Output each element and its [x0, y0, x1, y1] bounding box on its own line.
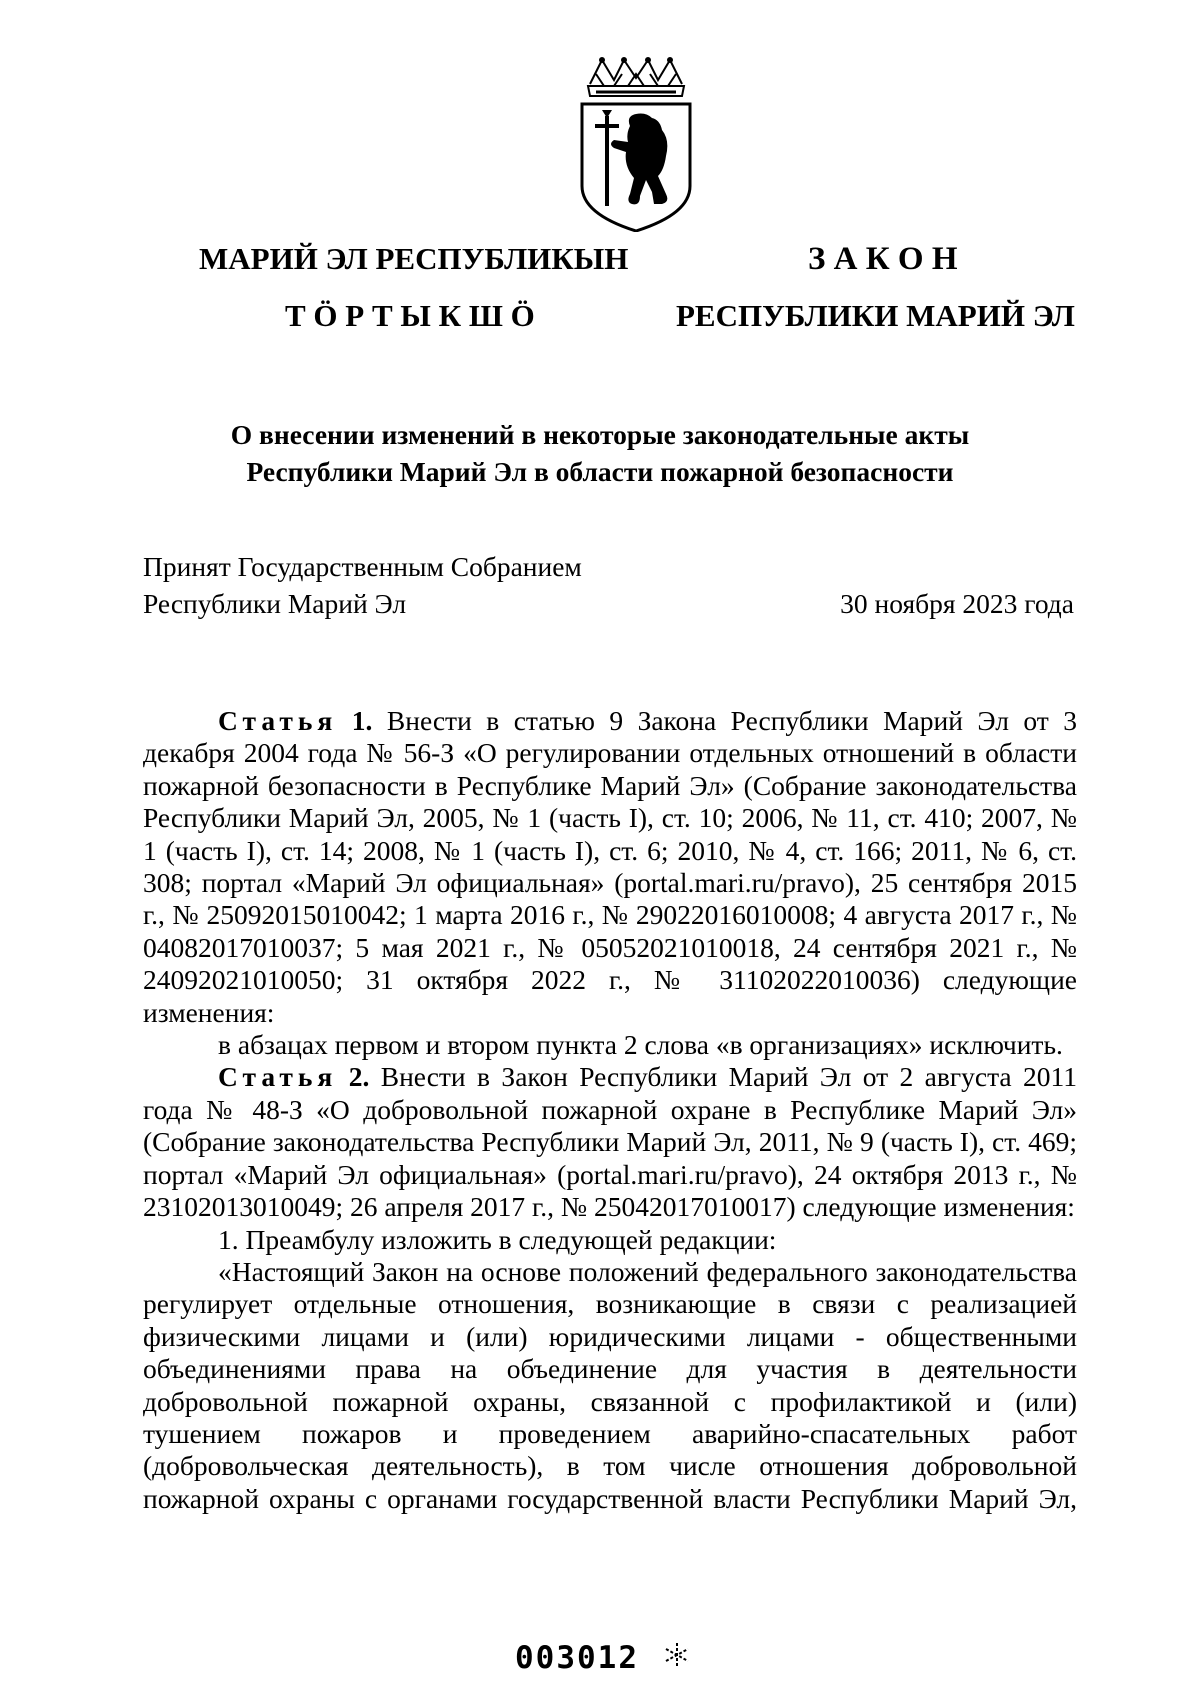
document-body — [143, 705, 1077, 1515]
snowflake-mark-icon — [663, 1641, 691, 1669]
adoption-line2: Республики Марий Эл — [143, 588, 407, 619]
article2-item1: 1. Преамбулу изложить в следующей редакции: — [218, 1223, 777, 1255]
header-left-line2: Т Ӧ Р Т Ы К Ш Ӧ — [285, 298, 535, 333]
header-right-line1: З А К О Н — [808, 241, 958, 277]
title-line1: О внесении изменений в некоторые законодательные акты — [230, 419, 970, 450]
adoption-date: 30 ноября 2023 года — [840, 588, 1074, 619]
document-serial-number: 003012 — [515, 1640, 639, 1676]
article2-text: Внести в Закон Республики Марий Эл от 2 августа 2011 года № 48-З «О добровольной пожарной охране в Республике Марий Эл» (Собрание законодательства Республики Марий Эл, 2011, № 9 (часть I), ст. 469; портал «Марий Эл официальная» (portal.mari.ru/pravo), 24 октября 2013 г., № 23102013010049; 26 апреля 2017 г., № 25042017010017) следующие изменения: — [143, 1061, 1078, 1223]
adoption-line1: Принят Государственным Собранием — [143, 551, 582, 582]
article2-label: Статья — [218, 1061, 338, 1093]
title-line2: Республики Марий Эл в области пожарной безопасности — [246, 456, 954, 487]
adoption-block — [143, 548, 582, 622]
article1-number: 1. — [351, 705, 373, 736]
article1-change: в абзацах первом и втором пункта 2 слова «в организациях» исключить. — [218, 1029, 1063, 1061]
article2-preamble-quote: «Настоящий Закон на основе положений федерального законодательства регулирует отдельные отношения, возникающие в связи с реализацией физическими лицами и (или) юридическими лицами - общественными объединениями права на объединение для участия в деятельности добровольной пожарной охраны, связанной с профилактикой и (или) тушением пожаров и проведением аварийно-спасательных работ (добровольческая деятельность), в том числе отношения добровольной пожарной охраны с органами государственной власти Республики Марий Эл, — [143, 1255, 1077, 1514]
coat-of-arms-emblem-icon — [574, 56, 698, 232]
article1-label: Статья — [218, 705, 338, 736]
header-left-line1: МАРИЙ ЭЛ РЕСПУБЛИКЫН — [199, 241, 629, 276]
article2-paragraph — [143, 1061, 1077, 1223]
header-right-line2: РЕСПУБЛИКИ МАРИЙ ЭЛ — [676, 298, 1075, 333]
article1-paragraph — [143, 705, 1077, 1029]
article2-number: 2. — [348, 1061, 370, 1093]
document-title — [130, 416, 1070, 490]
article1-text: Внести в статью 9 Закона Республики Марий Эл от 3 декабря 2004 года № 56-З «О регулировании отдельных отношений в области пожарной безопасности в Республике Марий Эл» (Собрание законодательства Республики Марий Эл, 2005, № 1 (часть I), ст. 10; 2006, № 11, ст. 410; 2007, № 1 (часть I), ст. 14; 2008, № 1 (часть I), ст. 6; 2010, № 4, ст. 166; 2011, № 6, ст. 308; портал «Марий Эл официальная» (portal.mari.ru/pravo), 25 сентября 2015 г., № 25092015010042; 1 марта 2016 г., № 29022016010008; 4 августа 2017 г., № 04082017010037; 5 мая 2021 г., № 05052021010018, 24 сентября 2021 г., № 24092021010050; 31 октября 2022 г., № 31102022010036) следующие изменения: — [143, 705, 1078, 1028]
